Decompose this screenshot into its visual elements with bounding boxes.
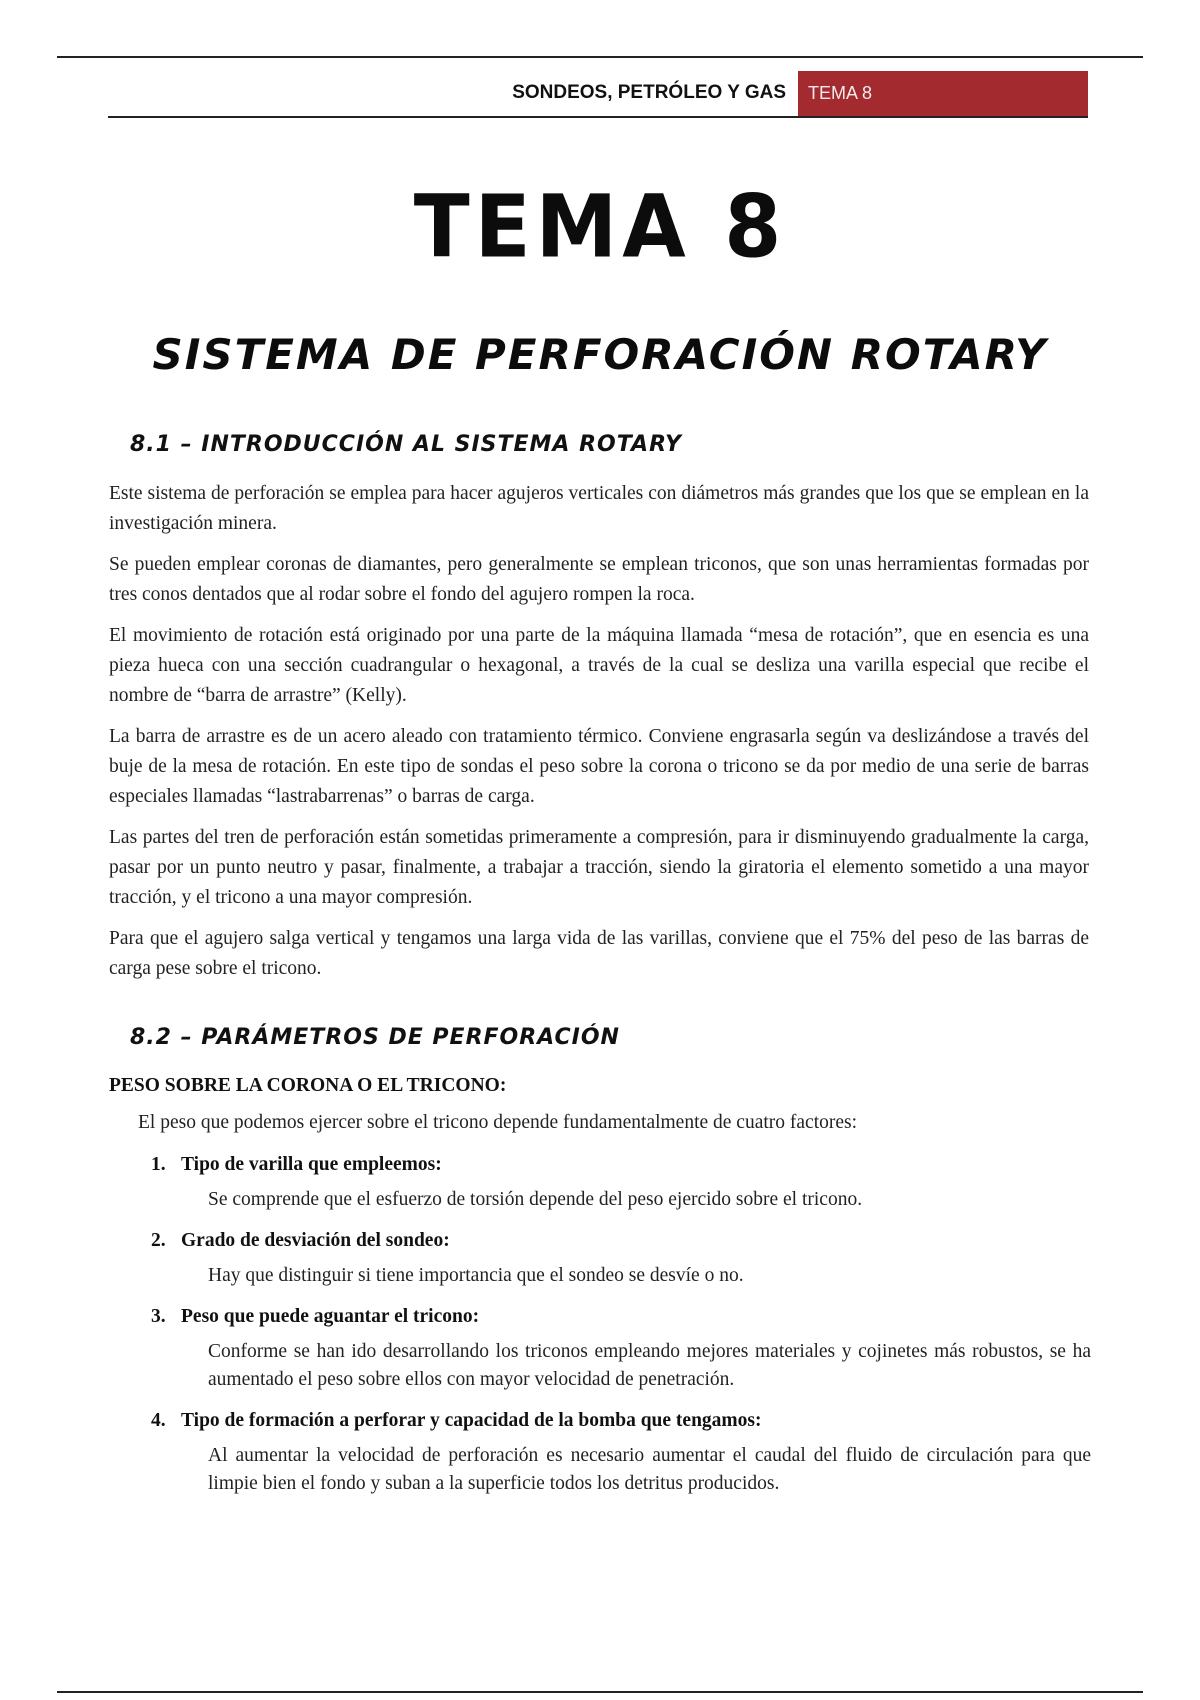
factor-number: 4. xyxy=(151,1410,166,1431)
paragraph: Las partes del tren de perforación están sometidas primeramente a compresión, para ir disminuyendo gradualmente la carga, pasar por un punto neutro y pasar, finalmente, a trabajar a tracción, siendo la giratoria el elemento sometido a una mayor tracción, y el tricono a una mayor compresión. xyxy=(109,827,1089,908)
list-item xyxy=(151,1302,1091,1394)
factor-title: Tipo de formación a perforar y capacidad de la bomba que tengamos: xyxy=(181,1410,762,1431)
paragraph: Se pueden emplear coronas de diamantes, pero generalmente se emplean triconos, que son unas herramientas formadas por tres conos dentados que al rodar sobre el fondo del agujero rompen la roca. xyxy=(109,554,1089,605)
list-item xyxy=(151,1406,1091,1498)
paragraph: Este sistema de perforación se emplea para hacer agujeros verticales con diámetros más grandes que los que se emplean en la investigación minera. xyxy=(109,483,1089,534)
factor-title: Tipo de varilla que empleemos: xyxy=(181,1154,442,1175)
paragraph: Para que el agujero salga vertical y tengamos una larga vida de las varillas, conviene que el 75% del peso de las barras de carga pese sobre el tricono. xyxy=(109,928,1089,979)
factor-title: Peso que puede aguantar el tricono: xyxy=(181,1306,480,1327)
header-title: SONDEOS, PETRÓLEO Y GAS xyxy=(512,82,786,103)
factor-description: Conforme se han ido desarrollando los triconos empleando mejores materiales y cojinetes más robustos, se ha aumentado el peso sobre ellos con mayor velocidad de penetración. xyxy=(208,1341,1091,1390)
factor-list xyxy=(151,1150,1091,1510)
top-rule xyxy=(57,56,1143,58)
factor-title: Grado de desviación del sondeo: xyxy=(181,1230,450,1251)
factors-intro: El peso que podemos ejercer sobre el tricono depende fundamentalmente de cuatro factores: xyxy=(138,1112,858,1133)
bottom-rule xyxy=(57,1691,1143,1693)
subheading-peso: PESO SOBRE LA CORONA O EL TRICONO: xyxy=(109,1075,507,1096)
list-item xyxy=(151,1150,1091,1214)
page-header xyxy=(108,71,1088,118)
section-1-body xyxy=(109,479,1089,995)
chapter-badge: TEMA 8 xyxy=(798,71,1088,116)
section-heading-8-2: 8.2 – PARÁMETROS DE PERFORACIÓN xyxy=(130,1025,620,1050)
factor-number: 3. xyxy=(151,1306,166,1327)
factor-description: Al aumentar la velocidad de perforación es necesario aumentar el caudal del fluido de circulación para que limpie bien el fondo y suban a la superficie todos los detritus producidos. xyxy=(208,1445,1091,1494)
factor-number: 1. xyxy=(151,1154,166,1175)
factor-description: Hay que distinguir si tiene importancia que el sondeo se desvíe o no. xyxy=(208,1265,744,1286)
list-item xyxy=(151,1226,1091,1290)
paragraph: La barra de arrastre es de un acero aleado con tratamiento térmico. Conviene engrasarla según va deslizándose a través del buje de la mesa de rotación. En este tipo de sondas el peso sobre la corona o tricono se da por medio de una serie de barras especiales llamadas “lastrabarrenas” o barras de carga. xyxy=(109,726,1089,807)
factor-description: Se comprende que el esfuerzo de torsión depende del peso ejercido sobre el tricono. xyxy=(208,1189,863,1210)
chapter-subtitle: SISTEMA DE PERFORACIÓN ROTARY xyxy=(152,330,1048,379)
paragraph: El movimiento de rotación está originado por una parte de la máquina llamada “mesa de rotación”, que en esencia es una pieza hueca con una sección cuadrangular o hexagonal, a través de la cual se desliza una varilla especial que recibe el nombre de “barra de arrastre” (Kelly). xyxy=(109,625,1089,706)
factor-number: 2. xyxy=(151,1230,166,1251)
section-heading-8-1: 8.1 – INTRODUCCIÓN AL SISTEMA ROTARY xyxy=(130,432,682,457)
chapter-title: TEMA 8 xyxy=(413,177,787,278)
